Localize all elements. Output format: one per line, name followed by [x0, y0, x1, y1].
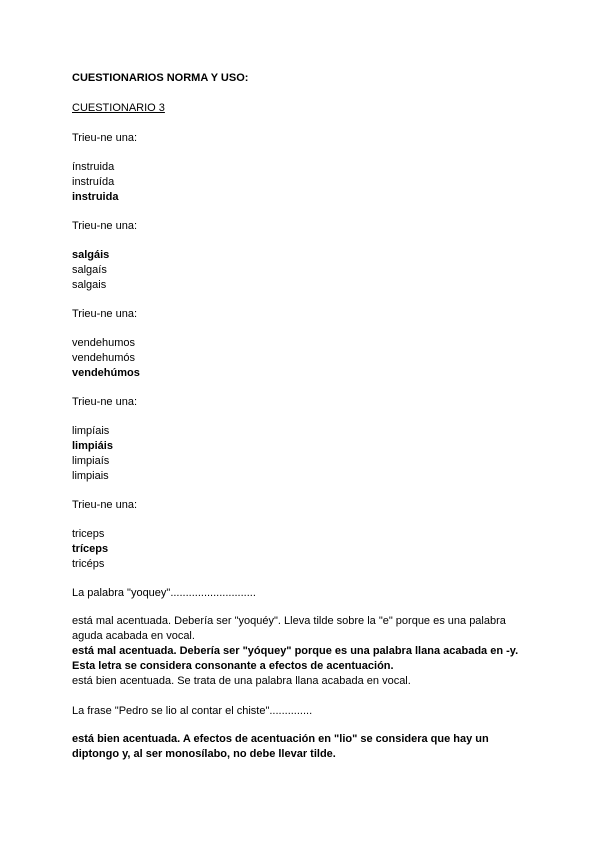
option: está mal acentuada. Debería ser "yoquéy". Lleva tilde sobre la "e" porque es una palabra aguda acabada en vocal.	[72, 615, 506, 642]
option: salgais	[72, 279, 107, 291]
option: salgaís	[72, 264, 107, 276]
option: limpiaís	[72, 455, 110, 467]
question-prompt: Trieu-ne una:	[72, 396, 138, 408]
correct-option: está bien acentuada. A efectos de acentuación en "lio" se considera que hay un diptongo y, al ser monosílabo, no debe llevar tilde.	[72, 733, 489, 760]
option: vendehumos	[72, 337, 135, 349]
correct-option: salgáis	[72, 249, 110, 261]
option: instruída	[72, 176, 115, 188]
questionnaire-subtitle: CUESTIONARIO 3	[72, 102, 165, 114]
correct-option: está mal acentuada. Debería ser "yóquey" porque es una palabra llana acabada en -y. Esta letra se considera consonante a efectos de acentuación.	[72, 645, 519, 672]
question-prompt: Trieu-ne una:	[72, 220, 138, 232]
question-prompt: Trieu-ne una:	[72, 499, 138, 511]
option: triceps	[72, 528, 105, 540]
option: limpiais	[72, 470, 109, 482]
question-prompt: La palabra "yoquey"............................	[72, 587, 256, 599]
option: ínstruida	[72, 161, 115, 173]
option: está bien acentuada. Se trata de una palabra llana acabada en vocal.	[72, 675, 411, 687]
document-title: CUESTIONARIOS NORMA Y USO:	[72, 72, 249, 84]
correct-option: limpiáis	[72, 440, 113, 452]
question-prompt: Trieu-ne una:	[72, 308, 138, 320]
option: vendehumós	[72, 352, 135, 364]
option: tricéps	[72, 558, 105, 570]
question-prompt: Trieu-ne una:	[72, 132, 138, 144]
question-prompt: La frase "Pedro se lio al contar el chiste"..............	[72, 705, 313, 717]
correct-option: vendehúmos	[72, 367, 140, 379]
option: limpíais	[72, 425, 110, 437]
correct-option: tríceps	[72, 543, 109, 555]
correct-option: instruida	[72, 191, 119, 203]
